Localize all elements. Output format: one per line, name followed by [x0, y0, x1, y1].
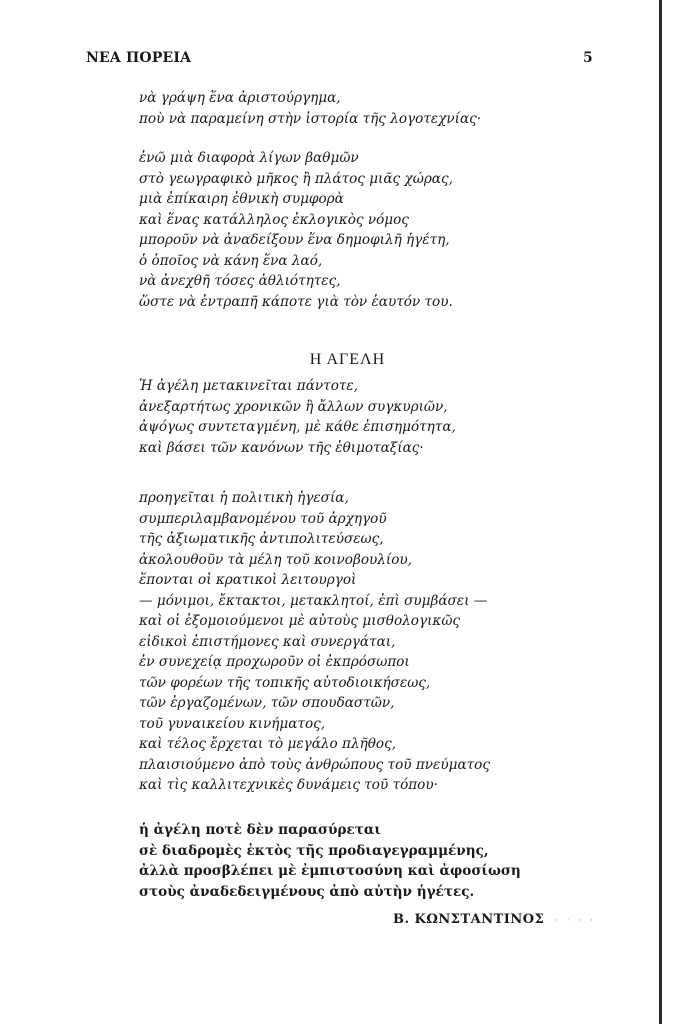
- poem-line: καὶ βάσει τῶν κανόνων τῆς ἐθιμοταξίας·: [139, 439, 424, 456]
- poem-line: καὶ ἕνας κατάλληλος ἐκλογικὸς νόμος: [139, 211, 409, 228]
- poem-line: νὰ ἀνεχθῆ τόσες ἀθλιότητες,: [139, 273, 341, 289]
- poem-line: τοῦ γυναικείου κινήματος,: [139, 715, 326, 732]
- poem-line: τῶν ἐργαζομένων, τῶν σπουδαστῶν,: [139, 695, 395, 711]
- poem-line: τῶν φορέων τῆς τοπικῆς αὐτοδιοικήσεως,: [139, 674, 431, 691]
- poem-line: καὶ τὶς καλλιτεχνικὲς δυνάμεις τοῦ τόπου·: [139, 777, 438, 793]
- poem-line: προηγεῖται ἡ πολιτικὴ ἡγεσία,: [139, 490, 349, 506]
- poem-line: ἀνεξαρτήτως χρονικῶν ἢ ἄλλων συγκυριῶν,: [139, 398, 448, 415]
- stanza-1: [139, 88, 539, 129]
- poem-line: ἐνῶ μιὰ διαφορὰ λίγων βαθμῶν: [139, 150, 359, 166]
- poem-line: ὁ ὁποῖος νὰ κάνη ἕνα λαό,: [139, 252, 323, 269]
- poem-title: Η ΑΓΕΛΗ: [309, 351, 386, 368]
- poem-line: ἀκολουθοῦν τὰ μέλη τοῦ κοινοβουλίου,: [139, 551, 412, 568]
- poem-line: εἰδικοὶ ἐπιστήμονες καὶ συνεργάται,: [139, 633, 396, 650]
- poem-line: ἡ ἀγέλη ποτὲ δὲν παρασύρεται: [139, 822, 381, 838]
- poem-line: μιὰ ἐπίκαιρη ἐθνικὴ συμφορὰ: [139, 191, 344, 207]
- stanza-4: [139, 488, 539, 796]
- poem-line: καὶ οἱ ἐξομοιούμενοι μὲ αὐτοὺς μισθολογικῶς: [139, 613, 461, 629]
- poem-line: νὰ γράψη ἕνα ἀριστούργημα,: [139, 90, 341, 106]
- author-signature: Β. ΚΩΝΣΤΑΝΤΙΝΟΣ: [393, 912, 545, 927]
- page-number: 5: [583, 50, 593, 66]
- poem-line: στοὺς ἀναδεδειγμένους ἀπὸ αὐτὴν ἡγέτες.: [139, 883, 475, 900]
- poem-line: — μόνιμοι, ἔκτακτοι, μετακλητοί, ἐπὶ συμβάσει —: [139, 592, 488, 609]
- poem-line: σὲ διαδρομὲς ἐκτὸς τῆς προδιαγεγραμμένης,: [139, 842, 489, 859]
- scan-smudge: · · · ·: [555, 916, 597, 926]
- poem-line: Ἡ ἀγέλη μετακινεῖται πάντοτε,: [139, 378, 359, 394]
- poem-line: ὥστε νὰ ἐντραπῆ κάποτε γιὰ τὸν ἑαυτόν του.: [139, 293, 453, 310]
- poem-line: μποροῦν νὰ ἀναδείξουν ἕνα δημοφιλῆ ἡγέτη,: [139, 232, 450, 248]
- stanza-2: [139, 148, 539, 312]
- poem-line: τῆς ἀξιωματικῆς ἀντιπολιτεύσεως,: [139, 531, 384, 547]
- poem-line: ποὺ νὰ παραμείνη στὴν ἱστορία τῆς λογοτεχνίας·: [139, 110, 482, 127]
- stanza-3: [139, 376, 539, 458]
- page-edge-border: [659, 0, 662, 1024]
- poem-line: συμπεριλαμβανομένου τοῦ ἀρχηγοῦ: [139, 510, 387, 527]
- poem-line: ἀλλὰ προσβλέπει μὲ ἐμπιστοσύνη καὶ ἀφοσίωση: [139, 863, 521, 879]
- poem-line: καὶ τέλος ἔρχεται τὸ μεγάλο πλῆθος,: [139, 736, 397, 752]
- running-head: ΝΕΑ ΠΟΡΕΙΑ: [86, 50, 192, 66]
- poem-line: ἕπονται οἱ κρατικοὶ λειτουργοὶ: [139, 572, 357, 588]
- poem-line: στὸ γεωγραφικὸ μῆκος ἢ πλάτος μιᾶς χώρας,: [139, 170, 453, 187]
- stanza-5: [139, 820, 539, 902]
- poem-line: πλαισιούμενο ἀπὸ τοὺς ἀνθρώπους τοῦ πνεύματος: [139, 756, 490, 773]
- poem-line: ἀψόγως συντεταγμένη, μὲ κάθε ἐπισημότητα,: [139, 419, 456, 435]
- poem-line: ἐν συνεχείᾳ προχωροῦν οἱ ἐκπρόσωποι: [139, 654, 410, 670]
